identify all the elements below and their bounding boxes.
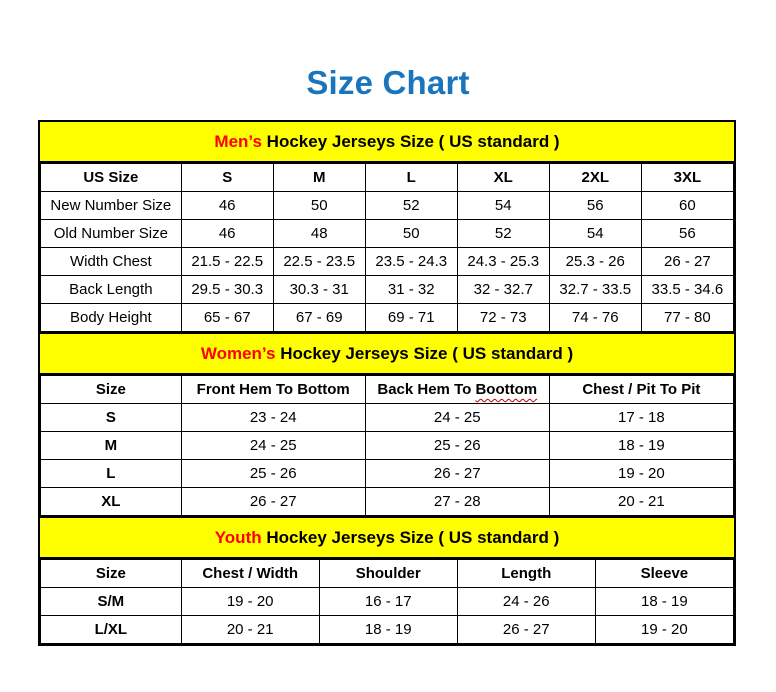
column-header: US Size [41,164,182,192]
size-value-cell: 31 - 32 [365,276,457,304]
row-label: S/M [41,588,182,616]
womens-table-row [41,404,734,432]
column-header: M [273,164,365,192]
row-label: L [41,460,182,488]
size-value-cell: 27 - 28 [365,488,549,516]
size-value-cell: 72 - 73 [457,304,549,332]
size-value-cell: 25 - 26 [365,432,549,460]
column-header: L [365,164,457,192]
size-value-cell: 69 - 71 [365,304,457,332]
size-value-cell: 56 [641,220,733,248]
row-label: New Number Size [41,192,182,220]
size-value-cell: 18 - 19 [319,616,457,644]
page-title: Size Chart [306,64,470,101]
row-label: Back Length [41,276,182,304]
size-value-cell: 54 [549,220,641,248]
size-value-cell: 60 [641,192,733,220]
column-header: Size [41,376,182,404]
row-label: L/XL [41,616,182,644]
column-header [365,376,549,404]
size-chart [38,120,736,646]
mens-size-table [40,163,734,332]
mens-header-text: Hockey Jerseys Size ( US standard ) [261,132,560,151]
column-header: XL [457,164,549,192]
column-header: Size [41,560,182,588]
size-value-cell: 26 - 27 [641,248,733,276]
womens-table-row [41,488,734,516]
misspelled-word: Boottom [475,381,538,398]
size-value-cell: 19 - 20 [181,588,319,616]
size-value-cell: 16 - 17 [319,588,457,616]
size-value-cell: 67 - 69 [273,304,365,332]
column-header: Length [457,560,595,588]
size-value-cell: 52 [457,220,549,248]
size-value-cell: 46 [181,220,273,248]
size-value-cell: 24 - 25 [365,404,549,432]
row-label: S [41,404,182,432]
youth-table-row [41,616,734,644]
size-value-cell: 33.5 - 34.6 [641,276,733,304]
womens-section-header [40,332,734,375]
womens-header-highlight: Women’s [200,344,276,363]
size-value-cell: 19 - 20 [549,460,733,488]
youth-section-header [40,516,734,559]
size-value-cell: 30.3 - 31 [273,276,365,304]
size-value-cell: 23 - 24 [181,404,365,432]
column-header: Chest / Pit To Pit [549,376,733,404]
youth-table-row [41,588,734,616]
mens-section-header [40,122,734,163]
column-header: S [181,164,273,192]
size-value-cell: 26 - 27 [181,488,365,516]
size-value-cell: 56 [549,192,641,220]
size-value-cell: 50 [365,220,457,248]
row-label: Old Number Size [41,220,182,248]
size-value-cell: 24 - 26 [457,588,595,616]
size-value-cell: 32 - 32.7 [457,276,549,304]
column-header: Chest / Width [181,560,319,588]
size-value-cell: 52 [365,192,457,220]
column-header: 2XL [549,164,641,192]
mens-column-header-row [41,164,734,192]
size-value-cell: 25.3 - 26 [549,248,641,276]
size-value-cell: 65 - 67 [181,304,273,332]
mens-table-row [41,192,734,220]
size-value-cell: 23.5 - 24.3 [365,248,457,276]
size-value-cell: 24.3 - 25.3 [457,248,549,276]
size-value-cell: 50 [273,192,365,220]
womens-table-row [41,460,734,488]
size-value-cell: 29.5 - 30.3 [181,276,273,304]
mens-table-row [41,304,734,332]
womens-header-text: Hockey Jerseys Size ( US standard ) [275,344,574,363]
size-value-cell: 74 - 76 [549,304,641,332]
size-value-cell: 24 - 25 [181,432,365,460]
size-value-cell: 25 - 26 [181,460,365,488]
size-value-cell: 18 - 19 [595,588,733,616]
size-value-cell: 22.5 - 23.5 [273,248,365,276]
size-value-cell: 18 - 19 [549,432,733,460]
youth-header-highlight: Youth [214,528,262,547]
size-value-cell: 48 [273,220,365,248]
row-label: M [41,432,182,460]
size-value-cell: 20 - 21 [549,488,733,516]
mens-table-row [41,220,734,248]
youth-header-text: Hockey Jerseys Size ( US standard ) [261,528,560,547]
size-value-cell: 19 - 20 [595,616,733,644]
size-value-cell: 32.7 - 33.5 [549,276,641,304]
size-value-cell: 77 - 80 [641,304,733,332]
size-value-cell: 46 [181,192,273,220]
column-header: 3XL [641,164,733,192]
column-header-text: Back Hem To [377,381,476,398]
column-header: Sleeve [595,560,733,588]
youth-column-header-row [41,560,734,588]
row-label: XL [41,488,182,516]
size-value-cell: 20 - 21 [181,616,319,644]
womens-column-header-row [41,376,734,404]
youth-size-table [40,559,734,644]
row-label: Width Chest [41,248,182,276]
womens-size-table [40,375,734,516]
size-value-cell: 26 - 27 [365,460,549,488]
size-value-cell: 54 [457,192,549,220]
mens-table-row [41,276,734,304]
womens-table-row [41,432,734,460]
size-value-cell: 17 - 18 [549,404,733,432]
row-label: Body Height [41,304,182,332]
mens-header-highlight: Men’s [214,132,262,151]
mens-table-row [41,248,734,276]
size-value-cell: 21.5 - 22.5 [181,248,273,276]
column-header: Front Hem To Bottom [181,376,365,404]
column-header: Shoulder [319,560,457,588]
size-value-cell: 26 - 27 [457,616,595,644]
